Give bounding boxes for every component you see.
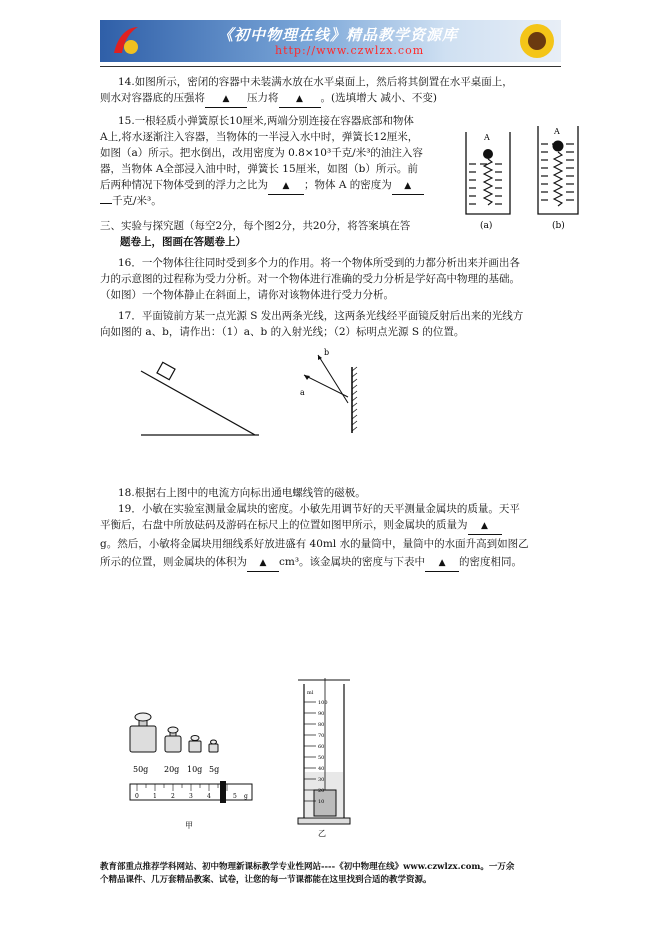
balance-weights-figure [125, 708, 260, 833]
q15-blank-1[interactable]: ▲ [268, 179, 304, 195]
section3-heading-1 [100, 219, 410, 234]
weight-5g [209, 740, 218, 752]
q19-blank-3[interactable]: ▲ [425, 556, 459, 572]
ray-a-label: a [300, 388, 305, 397]
q15-line4: 器，当物体 A全部浸入油中时，弹簧长 15厘米，如图（b）所示。前 [100, 163, 418, 175]
q19-blank-2[interactable]: ▲ [247, 556, 279, 572]
q19-line4: 所示的位置，则金属块的体积为 ▲ cm³。该金属块的密度与下表中 ▲ 的密度相同。 [100, 555, 522, 572]
caption-yi: 乙 [318, 829, 326, 838]
q18-line1: 18.根据右上图中的电流方向标出通电螺线管的磁极。 [118, 487, 366, 499]
scale-tick-1: 1 [153, 793, 157, 800]
fig-b-label: A [554, 127, 560, 136]
ray-a [304, 375, 348, 397]
section3-line1: 三、实验与探究题（每空2分，每个图2分，共20分，将答案填在答 [100, 220, 411, 232]
q16-line1: 16．一个物体往往同时受到多个力的作用。将一个物体所受到的力都分析出来并画出各 [118, 257, 520, 269]
q15-unit: 千克/米³。 [112, 195, 162, 207]
object-a-ball [483, 149, 493, 159]
scale-tick-0: 0 [135, 793, 139, 800]
object-b-ball [553, 141, 564, 152]
site-url[interactable]: http://www.czwlzx.com [275, 44, 425, 57]
figure-a [466, 132, 510, 214]
spring-a [484, 159, 492, 205]
q15-line2: A上,将水逐渐注入容器，当物体的一半浸入水中时，弹簧长12厘米， [100, 131, 419, 143]
weight-10g [189, 736, 201, 753]
q14-line1: 14.如图所示，密闭的容器中未装满水放在水平桌面上，然后将其倒置在水平桌面上， [118, 76, 513, 88]
section3-heading-2: 题卷上，图画在答题卷上） [120, 236, 246, 248]
fig-a-label: A [484, 133, 490, 142]
q14-blank-1[interactable]: ▲ [205, 92, 247, 108]
q14-blank-2[interactable]: ▲ [279, 92, 321, 108]
block-on-incline [157, 362, 175, 379]
cyl-tick-40: 40 [318, 766, 325, 772]
scale-unit: g [244, 793, 248, 800]
incline-figure [135, 355, 265, 440]
sunflower-icon [517, 21, 557, 61]
scale-tick-3: 3 [189, 793, 193, 800]
weight-label-5g: 5g [209, 765, 220, 774]
cylinder-unit: ml [307, 690, 314, 696]
caption-b: (b) [552, 221, 565, 231]
weight-50g [130, 713, 156, 752]
q16-line2: 力的示意图的过程称为受力分析。对一个物体进行准确的受力分析是学好高中物理的基础。 [100, 273, 520, 285]
weight-label-50g: 50g [133, 765, 149, 774]
incline-slope [141, 371, 255, 435]
header-banner [100, 20, 561, 62]
cylinder-figure [288, 672, 368, 840]
footer-line2: 个精品课件、几万套精品教案、试卷，让您的每一节课都能在这里找到合适的教学资源。 [100, 875, 432, 885]
q14-line2: 则水对容器底的压强将 ▲ 压力将 ▲ 。(选填增大 减小、不变) [100, 91, 437, 108]
scale-tick-4: 4 [207, 793, 211, 800]
q17-line1: 17．平面镜前方某一点光源 S 发出两条光线，这两条光线经平面镜反射后出来的光线方 [118, 310, 524, 322]
q16-line3: （如图）一个物体静止在斜面上，请你对该物体进行受力分析。 [100, 289, 394, 301]
q15-line6 [100, 194, 162, 209]
figure-b [538, 126, 578, 214]
q19-line2: 平衡后，右盘中所放砝码及游码在标尺上的位置如图甲所示，则金属块的质量为 ▲ [100, 518, 502, 535]
ray-b-label: b [324, 348, 330, 357]
rider-marker [220, 781, 226, 803]
spring-b [554, 152, 562, 206]
q19-blank-1[interactable]: ▲ [468, 519, 502, 535]
cyl-tick-60: 60 [318, 744, 325, 750]
cyl-tick-50: 50 [318, 755, 325, 761]
mirror-figure [290, 345, 370, 435]
cyl-tick-80: 80 [318, 722, 325, 728]
site-title: 《初中物理在线》精品教学资源库 [218, 26, 459, 44]
header-rule [100, 66, 561, 67]
q15-line1: 15.一根轻质小弹簧原长10厘米,两端分别连接在容器底部和物体 [118, 115, 414, 127]
caption-jia: 甲 [185, 821, 193, 830]
scale-tick-5: 5 [233, 793, 237, 800]
cyl-tick-20: 20 [318, 788, 325, 794]
weight-label-10g: 10g [187, 765, 203, 774]
weight-20g [165, 727, 181, 752]
site-logo-icon [108, 23, 144, 59]
cyl-tick-100: 100 [318, 700, 328, 706]
q15-line5: 后两种情况下物体受到的浮力之比为 ▲ ；物体 A 的密度为 ▲ [100, 178, 424, 195]
footer-line1: 教育部重点推荐学科网站、初中物理新课标教学专业性网站----《初中物理在线》www.czwlzx.com。一万余 [100, 862, 515, 872]
scale-tick-2: 2 [171, 793, 175, 800]
cylinder-base [298, 818, 350, 824]
q15-blank-2[interactable]: ▲ [392, 179, 424, 195]
cyl-tick-70: 70 [318, 733, 325, 739]
ray-b [318, 355, 348, 403]
cyl-tick-10: 10 [318, 799, 325, 805]
q19-line3: g。然后，小敏将金属块用细线系好放进盛有 40ml 水的量筒中，量筒中的水面升高到如图乙 [100, 538, 529, 550]
q15-figure [460, 118, 580, 233]
q19-line1: 19．小敏在实验室测量金属块的密度。小敏先用调节好的天平测量金属块的质量。天平 [118, 503, 520, 515]
q15-line3: 如图（a）所示。把水倒出，改用密度为 0.8×10³千克/米³的油注入容 [100, 147, 423, 159]
cyl-tick-30: 30 [318, 777, 325, 783]
cyl-tick-90: 90 [318, 711, 325, 717]
weight-label-20g: 20g [164, 765, 180, 774]
caption-a: (a) [480, 221, 493, 231]
q17-line2: 向如图的 a、b，请作出：（1）a、b 的入射光线；（2）标明点光源 S 的位置。 [100, 326, 465, 338]
